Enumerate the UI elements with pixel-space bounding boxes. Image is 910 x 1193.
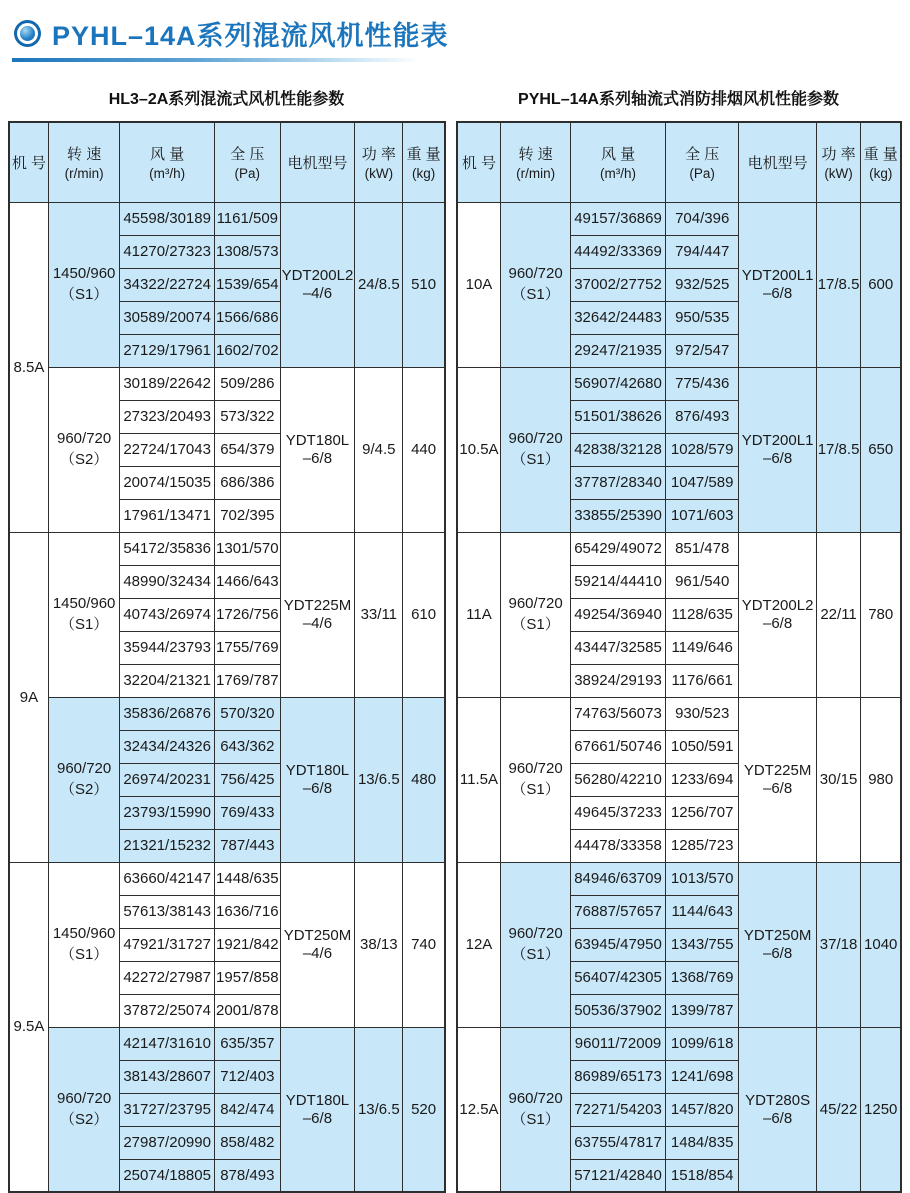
- pressure-cell: 702/395: [215, 499, 281, 532]
- flow-cell: 40743/26974: [120, 598, 215, 631]
- pressure-cell: 1241/698: [665, 1060, 739, 1093]
- fan-size-cell: 8.5A: [9, 202, 48, 532]
- speed-value: 960/720: [508, 430, 563, 447]
- flow-cell: 34322/22724: [120, 268, 215, 301]
- flow-cell: 56407/42305: [571, 961, 666, 994]
- column-unit: (Pa): [234, 166, 261, 182]
- pressure-cell: 1539/654: [215, 268, 281, 301]
- pressure-cell: 1256/707: [665, 796, 739, 829]
- flow-cell: 35836/26876: [120, 697, 215, 730]
- pressure-cell: 686/386: [215, 466, 281, 499]
- pressure-cell: 1484/835: [665, 1126, 739, 1159]
- column-header-1: [48, 122, 119, 202]
- data-row: [9, 367, 445, 400]
- speed-value: 960/720: [508, 1089, 563, 1107]
- table-body: [457, 202, 901, 1192]
- pressure-cell: 972/547: [665, 334, 739, 367]
- fan-size-cell: 10.5A: [457, 367, 501, 532]
- speed-cell: [48, 202, 119, 367]
- flow-cell: 44478/33358: [571, 829, 666, 862]
- weight-cell: 980: [861, 697, 901, 862]
- column-header-2: [120, 122, 215, 202]
- motor-model: YDT200L2: [281, 267, 354, 284]
- motor-model: YDT225M: [283, 597, 352, 614]
- pressure-cell: 1176/661: [665, 664, 739, 697]
- pressure-cell: 1144/643: [665, 895, 739, 928]
- flow-cell: 37002/27752: [571, 268, 666, 301]
- fan-size-cell: 12A: [457, 862, 501, 1027]
- column-header-6: [403, 122, 445, 202]
- column-unit: (kg): [869, 166, 893, 182]
- flow-cell: 26974/20231: [120, 763, 215, 796]
- flow-cell: 31727/23795: [120, 1093, 215, 1126]
- motor-poles: –6/8: [762, 285, 793, 302]
- flow-cell: 29247/21935: [571, 334, 666, 367]
- pressure-cell: 1769/787: [215, 664, 281, 697]
- pressure-cell: 961/540: [665, 565, 739, 598]
- power-cell: 38/13: [355, 862, 403, 1027]
- speed-cell: [48, 697, 119, 862]
- flow-cell: 23793/15990: [120, 796, 215, 829]
- motor-model-cell: [739, 862, 816, 1027]
- column-header-4: [280, 122, 355, 202]
- column-label: 重 量: [863, 146, 898, 164]
- power-cell: 30/15: [816, 697, 861, 862]
- pressure-cell: 1466/643: [215, 565, 281, 598]
- flow-cell: 21321/15232: [120, 829, 215, 862]
- pressure-cell: 704/396: [665, 202, 739, 235]
- motor-model-cell: [280, 1027, 355, 1192]
- pressure-cell: 876/493: [665, 400, 739, 433]
- speed-cell: [501, 862, 571, 1027]
- flow-cell: 49254/36940: [571, 598, 666, 631]
- motor-poles: –6/8: [302, 1109, 333, 1127]
- flow-cell: 32434/24326: [120, 730, 215, 763]
- pressure-cell: 878/493: [215, 1159, 281, 1192]
- motor-model: YDT180L: [285, 1091, 350, 1109]
- pressure-cell: 775/436: [665, 367, 739, 400]
- flow-cell: 22724/17043: [120, 433, 215, 466]
- pressure-cell: 1161/509: [215, 202, 281, 235]
- motor-poles: –6/8: [762, 1109, 793, 1127]
- weight-cell: 780: [861, 532, 901, 697]
- speed-cell: [48, 532, 119, 697]
- column-header-3: [665, 122, 739, 202]
- power-cell: 24/8.5: [355, 202, 403, 367]
- pressure-cell: 643/362: [215, 730, 281, 763]
- tables-container: [0, 121, 910, 1193]
- pressure-cell: 1726/756: [215, 598, 281, 631]
- fan-size-cell: 11A: [457, 532, 501, 697]
- speed-mode: （S2）: [59, 781, 109, 798]
- flow-cell: 48990/32434: [120, 565, 215, 598]
- speed-value: 960/720: [508, 760, 563, 777]
- speed-value: 1450/960: [52, 265, 116, 282]
- header-row: [9, 122, 445, 202]
- motor-poles: –4/6: [302, 615, 333, 632]
- pressure-cell: 1518/854: [665, 1159, 739, 1192]
- pressure-cell: 932/525: [665, 268, 739, 301]
- weight-cell: 520: [403, 1027, 445, 1192]
- speed-value: 960/720: [508, 925, 563, 942]
- column-label: 风 量: [150, 146, 185, 164]
- pressure-cell: 1308/573: [215, 235, 281, 268]
- page-header: [0, 0, 910, 53]
- flow-cell: 25074/18805: [120, 1159, 215, 1192]
- power-cell: 45/22: [816, 1027, 861, 1192]
- flow-cell: 32642/24483: [571, 301, 666, 334]
- motor-poles: –6/8: [302, 780, 333, 797]
- flow-cell: 17961/13471: [120, 499, 215, 532]
- pressure-cell: 2001/878: [215, 994, 281, 1027]
- pressure-cell: 1921/842: [215, 928, 281, 961]
- data-row: [9, 202, 445, 235]
- motor-model-cell: [280, 532, 355, 697]
- pressure-cell: 930/523: [665, 697, 739, 730]
- column-label: 电机型号: [747, 154, 808, 172]
- speed-cell: [501, 532, 571, 697]
- motor-model-cell: [280, 697, 355, 862]
- power-cell: 22/11: [816, 532, 861, 697]
- flow-cell: 30189/22642: [120, 367, 215, 400]
- flow-cell: 41270/27323: [120, 235, 215, 268]
- speed-cell: [501, 697, 571, 862]
- table-header: [457, 122, 901, 202]
- flow-cell: 27323/20493: [120, 400, 215, 433]
- motor-model-cell: [280, 862, 355, 1027]
- flow-cell: 57613/38143: [120, 895, 215, 928]
- speed-cell: [501, 1027, 571, 1192]
- table-body: [9, 202, 445, 1192]
- pressure-cell: 509/286: [215, 367, 281, 400]
- data-row: [9, 532, 445, 565]
- motor-poles: –6/8: [302, 450, 333, 467]
- column-header-3: [215, 122, 281, 202]
- motor-model-cell: [739, 532, 816, 697]
- weight-cell: 610: [403, 532, 445, 697]
- pressure-cell: 1128/635: [665, 598, 739, 631]
- column-header-5: [816, 122, 861, 202]
- pressure-cell: 1957/858: [215, 961, 281, 994]
- motor-model-cell: [280, 367, 355, 532]
- page-title: PYHL–14A系列混流风机性能表: [52, 21, 449, 51]
- column-label: 功 率: [821, 146, 856, 164]
- speed-cell: [48, 367, 119, 532]
- bullseye-icon: [20, 26, 35, 41]
- title-underline: [12, 58, 420, 62]
- pressure-cell: 950/535: [665, 301, 739, 334]
- flow-cell: 63660/42147: [120, 862, 215, 895]
- power-cell: 9/4.5: [355, 367, 403, 532]
- column-label: 风 量: [600, 146, 636, 164]
- motor-model: YDT225M: [743, 762, 812, 779]
- flow-cell: 72271/54203: [571, 1093, 666, 1126]
- column-label: 机 号: [11, 154, 47, 172]
- flow-cell: 27129/17961: [120, 334, 215, 367]
- pressure-cell: 851/478: [665, 532, 739, 565]
- flow-cell: 30589/20074: [120, 301, 215, 334]
- table-header: [9, 122, 445, 202]
- column-header-5: [355, 122, 403, 202]
- column-header-4: [739, 122, 816, 202]
- pressure-cell: 1566/686: [215, 301, 281, 334]
- power-cell: 37/18: [816, 862, 861, 1027]
- flow-cell: 63755/47817: [571, 1126, 666, 1159]
- column-label: 功 率: [361, 146, 396, 164]
- flow-cell: 76887/57657: [571, 895, 666, 928]
- pressure-cell: 1755/769: [215, 631, 281, 664]
- right-performance-table: [456, 121, 902, 1193]
- fan-size-cell: 9A: [9, 532, 48, 862]
- speed-mode: （S1）: [511, 946, 560, 963]
- column-label: 转 速: [67, 146, 102, 164]
- weight-cell: 480: [403, 697, 445, 862]
- flow-cell: 38143/28607: [120, 1060, 215, 1093]
- pressure-cell: 1602/702: [215, 334, 281, 367]
- speed-mode: （S1）: [511, 451, 560, 468]
- column-unit: (m³/h): [149, 166, 186, 182]
- speed-value: 1450/960: [52, 595, 116, 612]
- motor-model-cell: [739, 697, 816, 862]
- flow-cell: 45598/30189: [120, 202, 215, 235]
- speed-mode: （S1）: [511, 286, 560, 303]
- pressure-cell: 1457/820: [665, 1093, 739, 1126]
- column-unit: (r/min): [64, 166, 104, 182]
- weight-cell: 1040: [861, 862, 901, 1027]
- motor-model: YDT250M: [743, 927, 812, 944]
- pressure-cell: 1233/694: [665, 763, 739, 796]
- column-header-0: [457, 122, 501, 202]
- pressure-cell: 1636/716: [215, 895, 281, 928]
- pressure-cell: 1285/723: [665, 829, 739, 862]
- motor-model-cell: [739, 1027, 816, 1192]
- left-table-subtitle: HL3–2A系列混流式风机性能参数: [108, 91, 345, 108]
- motor-model: YDT280S: [745, 1091, 811, 1109]
- column-header-0: [9, 122, 48, 202]
- speed-mode: （S1）: [511, 781, 560, 798]
- header-row: [457, 122, 901, 202]
- pressure-cell: 573/322: [215, 400, 281, 433]
- motor-model: YDT250M: [283, 927, 352, 944]
- flow-cell: 74763/56073: [571, 697, 666, 730]
- flow-cell: 56280/42210: [571, 763, 666, 796]
- column-label: 转 速: [518, 146, 553, 164]
- weight-cell: 740: [403, 862, 445, 1027]
- subtitle-row: [0, 86, 910, 109]
- flow-cell: 86989/65173: [571, 1060, 666, 1093]
- motor-model-cell: [739, 202, 816, 367]
- column-header-6: [861, 122, 901, 202]
- flow-cell: 63945/47950: [571, 928, 666, 961]
- pressure-cell: 1343/755: [665, 928, 739, 961]
- flow-cell: 57121/42840: [571, 1159, 666, 1192]
- speed-mode: （S2）: [59, 451, 109, 468]
- column-header-1: [501, 122, 571, 202]
- flow-cell: 35944/23793: [120, 631, 215, 664]
- speed-value: 960/720: [508, 595, 563, 612]
- speed-value: 960/720: [57, 760, 112, 777]
- pressure-cell: 1399/787: [665, 994, 739, 1027]
- pressure-cell: 654/379: [215, 433, 281, 466]
- pressure-cell: 1013/570: [665, 862, 739, 895]
- flow-cell: 67661/50746: [571, 730, 666, 763]
- power-cell: 13/6.5: [355, 697, 403, 862]
- column-unit: (kW): [824, 166, 853, 182]
- pressure-cell: 842/474: [215, 1093, 281, 1126]
- pressure-cell: 1028/579: [665, 433, 739, 466]
- pressure-cell: 756/425: [215, 763, 281, 796]
- flow-cell: 49157/36869: [571, 202, 666, 235]
- weight-cell: 650: [861, 367, 901, 532]
- left-performance-table: [8, 121, 446, 1193]
- flow-cell: 37872/25074: [120, 994, 215, 1027]
- column-header-2: [571, 122, 666, 202]
- power-cell: 17/8.5: [816, 367, 861, 532]
- speed-mode: （S1）: [59, 946, 109, 963]
- motor-model: YDT180L: [285, 432, 350, 449]
- flow-cell: 20074/15035: [120, 466, 215, 499]
- column-label: 重 量: [406, 146, 441, 164]
- speed-cell: [48, 862, 119, 1027]
- motor-poles: –4/6: [302, 285, 333, 302]
- flow-cell: 32204/21321: [120, 664, 215, 697]
- speed-mode: （S2）: [59, 1110, 109, 1128]
- motor-poles: –6/8: [762, 450, 793, 467]
- flow-cell: 37787/28340: [571, 466, 666, 499]
- column-unit: (kg): [411, 166, 436, 182]
- fan-size-cell: 9.5A: [9, 862, 48, 1192]
- motor-model: YDT200L2: [741, 597, 814, 614]
- power-cell: 17/8.5: [816, 202, 861, 367]
- weight-cell: 1250: [861, 1027, 901, 1192]
- flow-cell: 42147/31610: [120, 1027, 215, 1060]
- speed-mode: （S1）: [511, 1110, 560, 1128]
- motor-poles: –6/8: [762, 615, 793, 632]
- power-cell: 13/6.5: [355, 1027, 403, 1192]
- speed-mode: （S1）: [59, 286, 109, 303]
- speed-value: 960/720: [57, 430, 112, 447]
- flow-cell: 44492/33369: [571, 235, 666, 268]
- flow-cell: 65429/49072: [571, 532, 666, 565]
- speed-value: 960/720: [57, 1089, 112, 1107]
- flow-cell: 54172/35836: [120, 532, 215, 565]
- motor-model: YDT200L1: [741, 432, 814, 449]
- pressure-cell: 769/433: [215, 796, 281, 829]
- speed-mode: （S1）: [59, 616, 109, 633]
- column-unit: (r/min): [516, 166, 556, 182]
- flow-cell: 33855/25390: [571, 499, 666, 532]
- flow-cell: 38924/29193: [571, 664, 666, 697]
- motor-poles: –6/8: [762, 945, 793, 962]
- flow-cell: 51501/38626: [571, 400, 666, 433]
- pressure-cell: 1301/570: [215, 532, 281, 565]
- speed-cell: [501, 367, 571, 532]
- column-unit: (m³/h): [600, 166, 637, 182]
- speed-value: 1450/960: [52, 925, 116, 942]
- data-row: [457, 532, 901, 565]
- flow-cell: 42272/27987: [120, 961, 215, 994]
- fan-size-cell: 11.5A: [457, 697, 501, 862]
- speed-cell: [501, 202, 571, 367]
- weight-cell: 600: [861, 202, 901, 367]
- flow-cell: 47921/31727: [120, 928, 215, 961]
- column-label: 电机型号: [287, 154, 348, 172]
- right-table-subtitle: PYHL–14A系列轴流式消防排烟风机性能参数: [518, 91, 839, 108]
- flow-cell: 42838/32128: [571, 433, 666, 466]
- power-cell: 33/11: [355, 532, 403, 697]
- flow-cell: 27987/20990: [120, 1126, 215, 1159]
- flow-cell: 96011/72009: [571, 1027, 666, 1060]
- weight-cell: 440: [403, 367, 445, 532]
- flow-cell: 50536/37902: [571, 994, 666, 1027]
- data-row: [9, 862, 445, 895]
- column-unit: (kW): [364, 166, 394, 182]
- data-row: [457, 202, 901, 235]
- pressure-cell: 1047/589: [665, 466, 739, 499]
- speed-mode: （S1）: [511, 616, 560, 633]
- motor-model-cell: [739, 367, 816, 532]
- pressure-cell: 570/320: [215, 697, 281, 730]
- pressure-cell: 1071/603: [665, 499, 739, 532]
- speed-cell: [48, 1027, 119, 1192]
- data-row: [457, 367, 901, 400]
- pressure-cell: 1050/591: [665, 730, 739, 763]
- pressure-cell: 635/357: [215, 1027, 281, 1060]
- column-label: 全 压: [685, 146, 720, 164]
- column-label: 全 压: [230, 146, 265, 164]
- motor-model: YDT200L1: [741, 267, 814, 284]
- motor-poles: –4/6: [302, 945, 333, 962]
- data-row: [9, 1027, 445, 1060]
- flow-cell: 56907/42680: [571, 367, 666, 400]
- data-row: [457, 1027, 901, 1060]
- data-row: [9, 697, 445, 730]
- pressure-cell: 1368/769: [665, 961, 739, 994]
- column-unit: (Pa): [689, 166, 715, 182]
- pressure-cell: 794/447: [665, 235, 739, 268]
- data-row: [457, 862, 901, 895]
- fan-size-cell: 12.5A: [457, 1027, 501, 1192]
- weight-cell: 510: [403, 202, 445, 367]
- speed-value: 960/720: [508, 265, 563, 282]
- pressure-cell: 1448/635: [215, 862, 281, 895]
- pressure-cell: 1099/618: [665, 1027, 739, 1060]
- data-row: [457, 697, 901, 730]
- pressure-cell: 712/403: [215, 1060, 281, 1093]
- flow-cell: 43447/32585: [571, 631, 666, 664]
- motor-model: YDT180L: [285, 762, 350, 779]
- column-label: 机 号: [461, 154, 497, 172]
- motor-model-cell: [280, 202, 355, 367]
- pressure-cell: 858/482: [215, 1126, 281, 1159]
- flow-cell: 84946/63709: [571, 862, 666, 895]
- flow-cell: 49645/37233: [571, 796, 666, 829]
- flow-cell: 59214/44410: [571, 565, 666, 598]
- fan-size-cell: 10A: [457, 202, 501, 367]
- pressure-cell: 787/443: [215, 829, 281, 862]
- pressure-cell: 1149/646: [665, 631, 739, 664]
- motor-poles: –6/8: [762, 780, 793, 797]
